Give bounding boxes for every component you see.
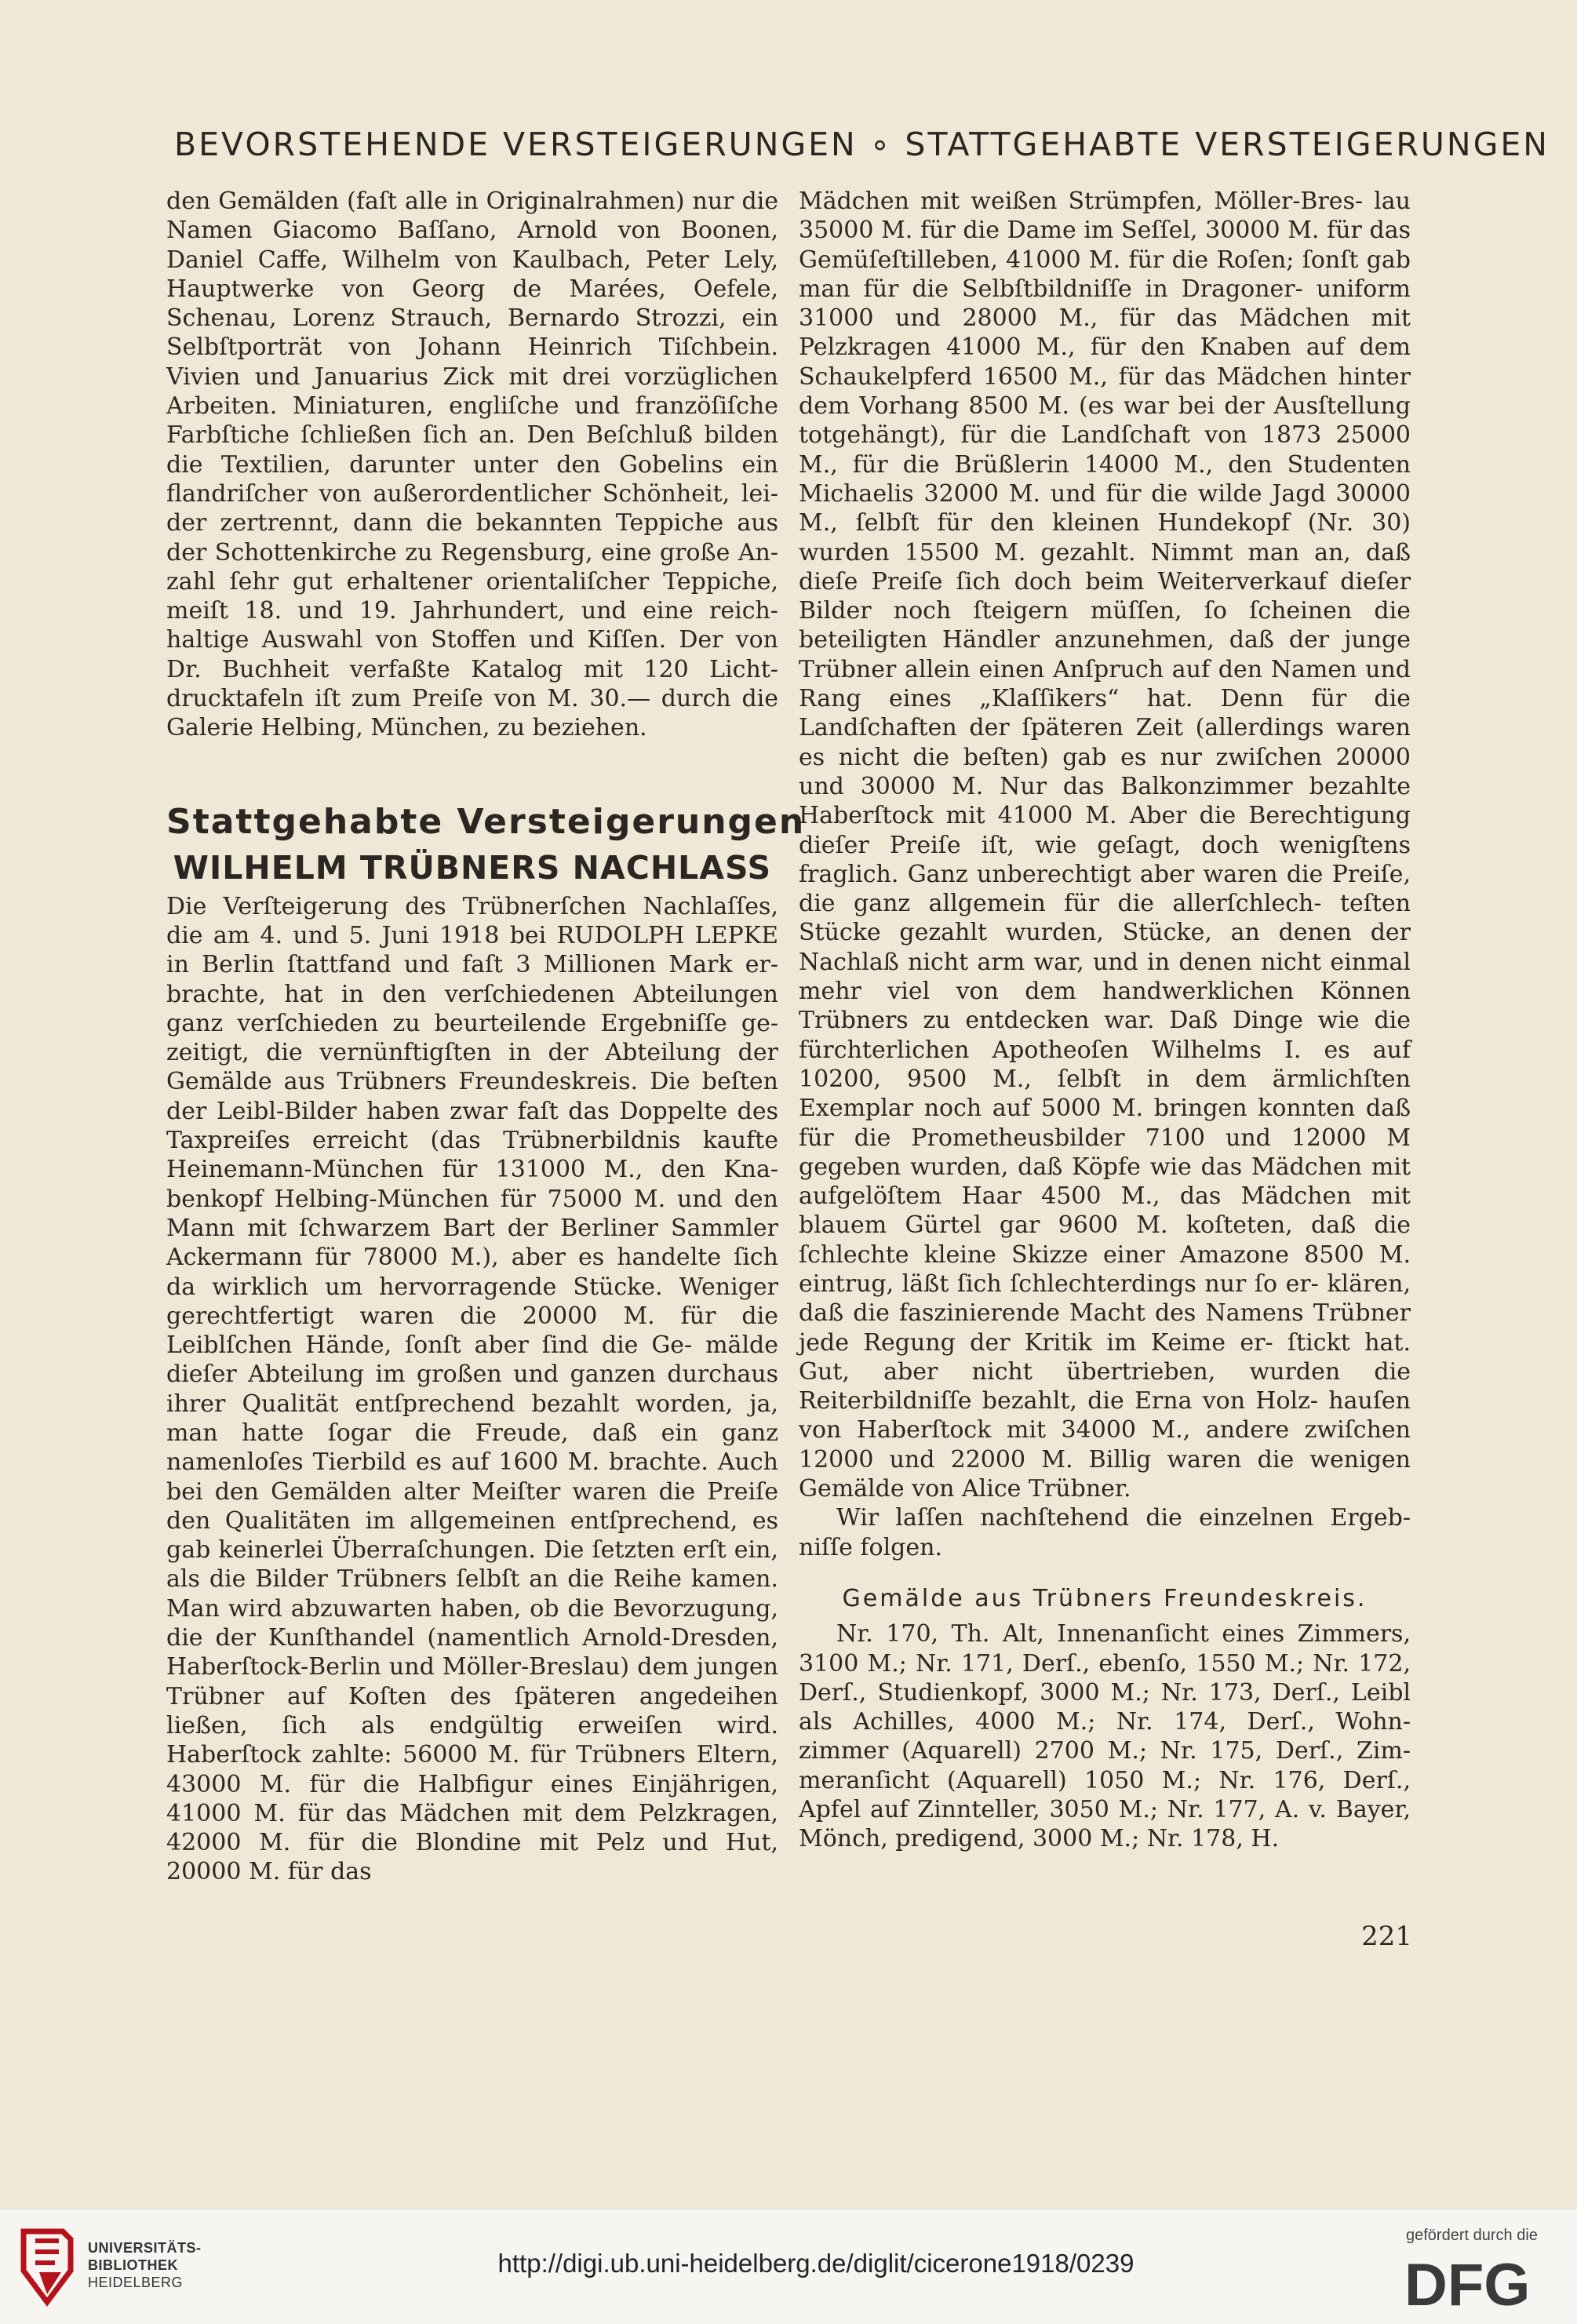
permalink-url[interactable]: http://digi.ub.uni-heidelberg.de/diglit/cicerone1918/0239 <box>497 2249 1134 2278</box>
university-library-name <box>88 2239 202 2291</box>
right-column <box>799 187 1411 1854</box>
main-paragraph: Die Verſteigerung des Trübnerſchen Nachlaſſes, die am 4. und 5. Juni 1918 bei RUDOLPH LEPKE in Berlin ſtattfand und faſt 3 Millionen Mark er- brachte, hat in den verſchiedenen Abteilungen ganz verſchieden zu beurteilende Ergebniſſe ge- zeitigt, die vernünftigſten in der Abteilung der Gemälde aus Trübners Freundeskreis. Die beſten der Leibl-Bilder haben zwar faſt das Doppelte des Taxpreiſes erreicht (das Trübnerbildnis kaufte Heinemann-München für 131000 M., den Kna- benkopf Helbing-München für 75000 M. und den Mann mit ſchwarzem Bart der Berliner Sammler Ackermann für 78000 M.), aber es handelte ſich da wirklich um hervorragende Stücke. Weniger gerechtfertigt waren die 20000 M. für die Leiblſchen Hände, ſonſt aber ſind die Ge- mälde dieſer Abteilung im großen und ganzen durchaus ihrer Qualität entſprechend bezahlt worden, ja, man hatte ſogar die Freude, daß ein ganz namenloſes Tierbild es auf 1600 M. brachte. Auch bei den Gemälden alter Meiſter waren die Preiſe den Qualitäten im allgemeinen entſprechend, es gab keinerlei Überraſchungen. Die ſetzten erſt ein, als die Bilder Trübners ſelbſt an die Reihe kamen. Man wird abzuwarten haben, ob die Bevorzugung, die der Kunſthandel (namentlich Arnold-Dresden, Haberſtock-Berlin und Möller-Breslau) dem jungen Trübner auf Koſten des ſpäteren angedeihen ließen, ſich als endgültig erweiſen wird. Haberſtock zahlte: 56000 M. für Trübners Eltern, 43000 M. für die Halbfigur eines Einjährigen, 41000 M. für das Mädchen mit dem Pelzkragen, 42000 M. für die Blondine mit Pelz und Hut, 20000 M. für das <box>166 892 778 1886</box>
section-subtitle: WILHELM TRÜBNERS NACHLASS <box>173 848 772 887</box>
dfg-logo-text: DFG <box>1404 2255 1531 2311</box>
section-title: Stattgehabte Versteigerungen <box>166 801 806 842</box>
continued-paragraph: Mädchen mit weißen Strümpfen, Möller-Bres- lau 35000 M. für die Dame im Seſſel, 30000 M. für das Gemüſeſtilleben, 41000 M. für die Roſen; ſonſt gab man für die Selbſtbildniſſe in Dragoner- uniform 31000 und 28000 M., für das Mädchen mit Pelzkragen 41000 M., für den Knaben auf dem Schaukelpferd 16500 M., für das Mädchen hinter dem Vorhang 8500 M. (es war bei der Ausſtellung totgehängt), für die Landſchaft von 1873 25000 M., für die Brüßlerin 14000 M., den Studenten Michaelis 32000 M. und für die wilde Jagd 30000 M., ſelbſt für den kleinen Hundekopf (Nr. 30) wurden 15500 M. gezahlt. Nimmt man an, daß dieſe Preiſe ſich doch beim Weiterverkauf dieſer Bilder noch ſteigern müſſen, ſo ſcheinen die beteiligten Händler anzunehmen, daß der junge Trübner allein einen Anſpruch auf den Namen und Rang eines „Klaſſikers“ hat. Denn für die Landſchaften der ſpäteren Zeit (allerdings waren es nicht die beſten) gab es nur zwiſchen 20000 und 30000 M. Nur das Balkonzimmer bezahlte Haberſtock mit 41000 M. Aber die Berechtigung dieſer Preiſe iſt, wie geſagt, doch wenigſtens fraglich. Ganz unberechtigt aber waren die Preiſe, die ganz allgemein für die allerſchlech- teſten Stücke gezahlt wurden, Stücke, an denen der Nachlaß nicht arm war, und in denen nicht einmal mehr viel von dem handwerklichen Können Trübners zu entdecken war. Daß Dinge wie die fürchterlichen Apotheoſen Wilhelms I. es auf 10200, 9500 M., ſelbſt in dem ärmlichſten Exemplar noch auf 5000 M. bringen konnten daß für die Prometheusbilder 7100 und 12000 M gegeben wurden, daß Köpfe wie das Mädchen mit aufgelöſtem Haar 4500 M., das Mädchen mit blauem Gürtel gar 9600 M. koſteten, daß die ſchlechte kleine Skizze einer Amazone 8500 M. eintrug, läßt ſich ſchlechterdings nur ſo er- klären, daß die faszinierende Macht des Namens Trübner jede Regung der Kritik im Keime er- ſtickt hat. Gut, aber nicht übertrieben, wurden die Reiterbildniſſe bezahlt, die Erna von Holz- hauſen von Haberſtock mit 34000 M., andere zwiſchen 12000 und 22000 M. Billig waren die wenigen Gemälde von Alice Trübner. <box>799 188 1411 1503</box>
university-library-logo-icon[interactable] <box>16 2225 78 2308</box>
results-paragraph: Nr. 170, Th. Alt, Innenanſicht eines Zimmers, 3100 M.; Nr. 171, Derſ., ebenſo, 1550 M.; Nr. 172, Derſ., Studienkopf, 3000 M.; Nr. 173, Derſ., Leibl als Achilles, 4000 M.; Nr. 174, Derſ., Wohn- zimmer (Aquarell) 2700 M.; Nr. 175, Derſ., Zim- meranſicht (Aquarell) 1050 M.; Nr. 176, Derſ., Apfel auf Zinnteller, 3050 M.; Nr. 177, A. v. Bayer, Mönch, predigend, 3000 M.; Nr. 178, H. <box>799 1620 1411 1853</box>
funded-by-label: gefördert durch die <box>1406 2227 1538 2244</box>
page-number: 221 <box>1361 1921 1412 1952</box>
results-intro: Wir laſſen nachſtehend die einzelnen Ergeb- niſſe folgen. <box>799 1504 1411 1561</box>
viewer-footer <box>0 2209 1577 2324</box>
dfg-logo-icon[interactable] <box>1404 2255 1553 2311</box>
institution-line: HEIDELBERG <box>88 2275 184 2290</box>
running-head: BEVORSTEHENDE VERSTEIGERUNGEN ∘ STATTGEHABTE VERSTEIGERUNGEN <box>174 126 1550 163</box>
left-column <box>166 187 806 1887</box>
institution-line: BIBLIOTHEK <box>88 2257 178 2273</box>
institution-line: UNIVERSITÄTS- <box>88 2240 202 2256</box>
intro-paragraph: den Gemälden (faſt alle in Originalrahmen) nur die Namen Giacomo Baſſano, Arnold von Boonen, Daniel Caffe, Wilhelm von Kaulbach, Peter Lely, Hauptwerke von Georg de Marées, Oefele, Schenau, Lorenz Strauch, Bernardo Strozzi, ein Selbſtporträt von Johann Heinrich Tiſchbein. Vivien und Januarius Zick mit drei vorzüglichen Arbeiten. Miniaturen, engliſche und franzöſiſche Farbſtiche ſchließen ſich an. Den Beſchluß bilden die Textilien, darunter unter den Gobelins ein flandriſcher von außerordentlicher Schönheit, lei- der zertrennt, dann die bekannten Teppiche aus der Schottenkirche zu Regensburg, eine große An- zahl ſehr gut erhaltener orientaliſcher Teppiche, meiſt 18. und 19. Jahrhundert, und eine reich- haltige Auswahl von Stoffen und Kiſſen. Der von Dr. Buchheit verfaßte Katalog mit 120 Licht- drucktafeln iſt zum Preiſe von M. 30.— durch die Galerie Helbing, München, zu beziehen. <box>166 188 778 742</box>
results-heading: Gemälde aus Trübners Freundeskreis. <box>842 1584 1368 1612</box>
